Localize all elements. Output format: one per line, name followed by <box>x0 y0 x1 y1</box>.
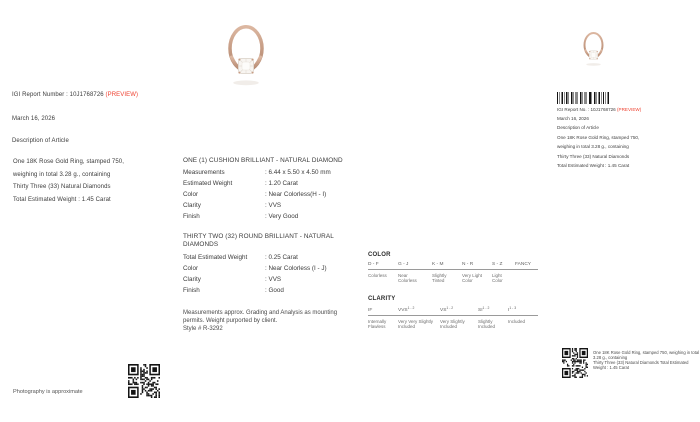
spec-label: Finish <box>183 213 200 220</box>
color-grade: S - Z <box>492 262 503 267</box>
side-description-line: Thirty Three (33) Natural Diamonds <box>557 154 630 159</box>
ring-photo-small <box>580 22 607 70</box>
spec-label: Measurements <box>183 169 225 176</box>
clarity-grade-row <box>368 306 538 316</box>
color-grade: D - F <box>368 262 379 267</box>
report-number-text: IGI Report Number : 10J1768726 <box>12 92 104 98</box>
color-grade-label <box>515 273 538 283</box>
color-grade-row <box>368 262 538 270</box>
qr-code-side <box>562 348 588 378</box>
spec-row <box>183 213 298 220</box>
spec-row <box>183 276 281 283</box>
side-qr-caption-line: One 18K Rose Gold Ring, stamped 750, weighing in total <box>593 350 700 355</box>
side-qr-caption-line: 3.28 g., containing <box>593 355 628 360</box>
color-grade-label: Light Color <box>492 273 503 284</box>
clarity-grade: VS$^{1 - 2}$ <box>440 306 454 313</box>
side-report-number-text: IGI Report No. : 10J1768726 <box>557 107 616 112</box>
side-description-line: weighing in total 3.28 g., containing <box>557 144 629 149</box>
color-grade: G - J <box>398 262 409 267</box>
spec-value: : 6.44 x 5.50 x 4.50 mm <box>265 169 331 176</box>
grading-note-line: Measurements approx. Grading and Analysis as mounting <box>183 310 338 316</box>
side-qr-caption-line: Weight : 1.45 Carat <box>593 365 630 370</box>
spec-value: : Near Colorless (I - J) <box>265 265 327 272</box>
color-grade: FANCY <box>515 262 531 267</box>
spec-value: : 1.20 Carat <box>265 180 298 187</box>
side-preview-badge: (PREVIEW) <box>617 107 642 112</box>
side-report-number-line <box>557 107 641 112</box>
color-grade: N - R <box>462 262 474 267</box>
spec-value: : VVS <box>265 276 282 283</box>
spec-row <box>183 191 326 198</box>
style-number: Style # R-3292 <box>183 326 223 332</box>
clarity-scale-heading: CLARITY <box>368 296 396 302</box>
clarity-grade-label: Slightly Included <box>478 319 496 330</box>
spec-row <box>183 202 281 209</box>
spec-label: Clarity <box>183 276 201 283</box>
spec-label: Color <box>183 191 199 198</box>
report-number-line <box>12 92 138 99</box>
section1-heading: ONE (1) CUSHION BRILLIANT - NATURAL DIAMOND <box>183 157 343 164</box>
ring-photo-main <box>222 8 270 92</box>
side-description-line: One 18K Rose Gold Ring, stamped 750, <box>557 135 640 140</box>
spec-row <box>183 287 284 294</box>
photography-note: Photography is approximate <box>13 389 83 395</box>
color-label-row <box>368 273 538 283</box>
color-scale <box>368 252 538 283</box>
spec-value: : Very Good <box>265 213 299 220</box>
clarity-grade-label: Internally Flawless <box>368 319 387 330</box>
spec-label: Total Estimated Weight <box>183 254 248 261</box>
clarity-grade: $I^{1 - 3}$ <box>508 306 517 313</box>
clarity-grade: VVS$^{1 - 2}$ <box>398 306 415 313</box>
color-grade-label: Slightly Tinted <box>432 273 447 284</box>
spec-row <box>183 180 298 187</box>
side-qr-caption <box>593 350 700 370</box>
qr-code-main <box>128 364 160 398</box>
spec-label: Estimated Weight <box>183 180 233 187</box>
color-scale-heading: COLOR <box>368 252 391 258</box>
spec-row <box>183 169 331 176</box>
clarity-grade-label: Very Very Slightly Included <box>398 319 434 330</box>
color-grade-label: Colorless <box>368 273 387 278</box>
spec-row <box>183 265 327 272</box>
spec-label: Color <box>183 265 199 272</box>
color-grade-label: Very Light Color <box>462 273 483 284</box>
section2-heading: THIRTY TWO (32) ROUND BRILLIANT - NATURAL DIAMONDS <box>183 233 334 248</box>
spec-label: Finish <box>183 287 200 294</box>
spec-value: : VVS <box>265 202 282 209</box>
description-line: Thirty Three (33) Natural Diamonds <box>13 184 111 190</box>
description-line: Total Estimated Weight : 1.45 Carat <box>13 197 111 203</box>
clarity-scale <box>368 296 538 329</box>
clarity-grade-label: Included <box>508 319 526 324</box>
color-grade-label: Near Colorless <box>398 273 417 284</box>
spec-label: Clarity <box>183 202 201 209</box>
side-qr-caption-line: Thirty Three (33) Natural Diamonds Total Estimated <box>593 360 689 365</box>
spec-row <box>183 254 298 261</box>
grading-note-line: permits. Weight purported by client. <box>183 318 278 324</box>
clarity-label-row <box>368 319 538 329</box>
preview-badge: (PREVIEW) <box>105 92 139 98</box>
color-grade: K - M <box>432 262 444 267</box>
side-report-date: March 16, 2026 <box>557 116 589 121</box>
description-line: weighing in total 3.28 g., containing <box>13 172 111 178</box>
spec-value: : Near Colorless(H - I) <box>265 191 327 198</box>
description-heading: Description of Article <box>12 138 69 144</box>
description-line: One 18K Rose Gold Ring, stamped 750, <box>13 159 124 165</box>
side-description-heading: Description of Article <box>557 125 599 130</box>
spec-value: : 0.25 Carat <box>265 254 298 261</box>
clarity-grade-label: Very Slightly Included <box>440 319 465 330</box>
report-date: March 16, 2026 <box>12 116 56 122</box>
side-description-line: Total Estimated Weight : 1.45 Carat <box>557 163 630 168</box>
clarity-grade: IF <box>368 308 373 313</box>
barcode <box>557 92 609 104</box>
clarity-grade: SI$^{1 - 2}$ <box>478 306 490 313</box>
spec-value: : Good <box>265 287 284 294</box>
